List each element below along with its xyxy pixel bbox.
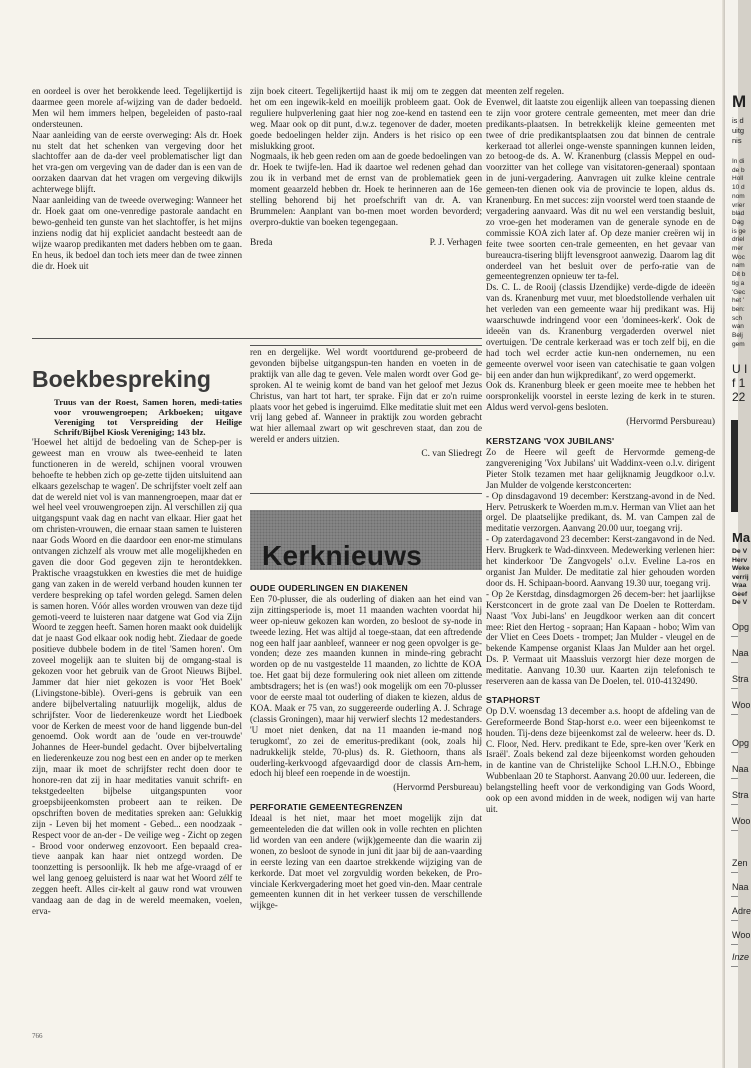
form-field-label: Woo — [732, 700, 751, 710]
form-field-label: Naa — [732, 882, 749, 892]
form-text-fragment: Herv — [732, 556, 748, 564]
form-field-label: Opg — [732, 622, 750, 632]
section-title-kerknieuws: Kerknieuws — [262, 540, 423, 571]
form-field-line — [731, 662, 738, 663]
text-fragment: nom — [732, 192, 745, 200]
form-field-line — [731, 966, 738, 967]
text-fragment: Belj — [732, 332, 743, 339]
text-fragment: nis — [732, 136, 742, 145]
form-field-line — [731, 830, 738, 831]
form-field-line — [731, 688, 738, 689]
price-fragment: f 1 — [732, 376, 746, 390]
list-item: - Op zaterdagavond 23 december: Kerst-zangavond in de Ned. Herv. Brugkerk te Wad-dinxveen. Medewerking verlenen hier: het kinderkoor 'De Zangvogels' o.l.v. Eveline La-ros en organist Jan Mulder. De meditatie zal hier gehouden worden door ds. H. Schipaan-boord. Aanvang 19.30 uur, toegang vrij. — [486, 534, 715, 588]
text-fragment: In di — [732, 158, 745, 165]
paragraph: Evenwel, dit laatste zou eigenlijk alleen van toepassing dienen te zijn voor grotere centrale gemeenten, met meer dan drie predikants-plaatsen. In betrekkelijk kleine gemeenten met twee of drie predikantsplaatsen zou dat binnen de centrale kerkeraad tot allerlei onge-wenste spanningen kunnen leiden, zo betoog-de ds. A. W. Kranenburg (classis Meppel en oud-voorzitter van het college van visitatoren-generaal) spontaan in de juni-vergadering. Aanvragen uit zulke kleine centrale gemeen-ten dienen ook via de provincie te lopen, aldus ds. Kranenburg. En met succes: zijn voorstel werd toen staande de vergadering aanvaard. Was dit nu wel een verstandig besluit, zo vroe-gen het moderamen van de generale synode en de commissie KOA zich later af. Op deze manier creëren wij in feite twee soorten cen-trale gemeenten, en het gevaar van bureaucra-tisering blijft levensgroot aanwezig. Daarom lag dit onderdeel van het besluit over de perfo-ratie van de gemeentegrenzen opnieuw ter ta-fel. — [486, 96, 715, 282]
page-number: 766 — [32, 1032, 43, 1040]
paragraph: Op D.V. woensdag 13 december a.s. hoopt de afdeling van de Gereformeerde Bond Stap-horst e.o. weer een bijeenkomst te houden. Tij-dens deze bijeenkomst zal de weleerw. heer ds. D. C. Floor, Ned. Herv. predikant te Ede, spre-ken over 'Kerk en Israël'. Zoals bekend zal deze bijeenkomst worden gehouden in de kantine van de Christelijke School L.H.N.O., Ebbinge Wubbenlaan 20 te Staphorst. Aanvang 20.00 uur. Iedereen, die belangstelling heeft voor de verkondiging van Gods Woord, ook op een avond midden in de week, nodigen wij van harte uit. — [486, 705, 715, 814]
paragraph: Een 70-plusser, die als ouderling of diaken aan het eind van zijn zittingsperiode is, moet 11 maanden wachten voordat hij weer op-nieuw gekozen kan worden, zo besloot de sy-node in tweede lezing. Het was altijd al toege-staan, dat een aftredende nog een half jaar aanbleef, wanneer er nog geen opvolger is ge-vonden; deze zes maanden kunnen in minde-ring gebracht worden op de nu vastgestelde 11 maanden, zo lichtte de KOA toe. Het gaat bij deze formulering ook niet alleen om zittende ambtsdragers; het is (en was!) ook mogelijk om een 70-plusser voor de eerste maal tot ouderling of diaken te kiezen, aldus de KOA. Maak er 75 van, zo suggereerde ouderling A. J. Schrage (classis Groningen), maar hij verwierf slechts 12 medestanders. 'U moet niet denken, dat na 11 maanden ie-mand nog terugkomt', zo zei de emeritus-predikant (ook, zoals hij nadrukkelijk stelde, 70-plus) ds. R. Giethoorn, thans als ouderling-kerkvoogd afgevaardigd door de classis Arn-hem, edoch hij bleef een roepende in de woestijn. — [250, 593, 482, 779]
paragraph: Zo de Heere wil geeft de Hervormde gemeng-de zangvereniging 'Vox Jubilans' uit Waddinx-veen o.l.v. dirigent Pieter Stolk tezamen met haar gelijknamig Jeugdkoor o.l.v. Jan Mulder de volgende kerstconcerten: — [486, 447, 715, 490]
adjacent-photo — [731, 420, 738, 512]
text-fragment: nam — [732, 262, 745, 270]
adjacent-title-fragment: M — [732, 92, 747, 111]
form-field-line — [731, 804, 738, 805]
text-fragment: Holl — [732, 175, 744, 183]
list-item: - Op dinsdagavond 19 december: Kerstzang-avond in de Ned. Herv. Petruskerk te Woerden m.m.v. Herman van Vliet aan het orgel. De plaatselijke predikant, ds. M. van Campen zal de meditatie verzorgen. Aanvang 20.00 uur, toegang vrij. — [486, 490, 715, 534]
text-fragment: vrier — [732, 201, 745, 209]
form-field-label: Naa — [732, 648, 749, 658]
paragraph: Naar aanleiding van de tweede overweging: Wanneer het dr. Hoek gaat om one-venredige pastorale aandacht en bewo-genheid ten gunste van het slachtoffer, is het mijns inziens nodig dat hij expliciet aandacht besteedt aan de wijze waarop predikanten met daders hebben om te gaan. En heus, ik bedoel dan toch iets meer dan de twee zinnen die dr. Hoek uit — [32, 195, 242, 271]
form-text-fragment: De V — [732, 548, 748, 555]
divider — [32, 338, 482, 339]
form-field-line — [731, 896, 738, 897]
article-heading: PERFORATIE GEMEENTEGRENZEN — [250, 802, 403, 813]
price-fragment: 22 — [732, 390, 746, 404]
text-fragment: is ge — [732, 227, 746, 235]
form-text-fragment: De V — [732, 599, 748, 606]
form-field-line — [731, 944, 738, 945]
form-text-fragment: Geef — [732, 590, 748, 598]
paragraph: Nogmaals, ik heb geen reden om aan de goede bedoelingen van dr. Hoek te twijfe-len. Had ik daartoe wel redenen gehad dan zou ik in verband met de ernst van de problematiek geen moment geaarzeld hebben dr. Hoek te herinneren aan de 16e stelling behorend bij het proefschrift van dr. A. van Brummelen: Aanplant van bo-men moet worden bevorderd; overpro-duktie van boeken tegengegaan. — [250, 151, 482, 227]
paragraph: en oordeel is over het berokkende leed. Tegelijkertijd is daarmee geen morele af-wijzing van de dader bedoeld. Men wil hem immers helpen, begeleiden of pasto-raal ondersteunen. — [32, 86, 242, 129]
form-field-label: Naa — [732, 764, 749, 774]
text-fragment: uitg — [732, 126, 745, 135]
form-field-label: Stra — [732, 674, 749, 684]
form-header: Ma — [732, 530, 751, 545]
form-text-fragment: Vraa — [732, 582, 747, 589]
text-fragment: tig a — [732, 279, 745, 287]
text-fragment: ben: — [732, 305, 745, 313]
signature — [250, 238, 482, 249]
form-field-line — [731, 920, 738, 921]
text-fragment: 10 d — [732, 184, 745, 192]
signature-name: P. J. Verhagen — [429, 237, 482, 248]
text-fragment: Woc — [732, 253, 745, 261]
form-field-line — [731, 636, 738, 637]
paragraph: ren en dergelijke. Wel wordt voortdurend ge-probeerd de gevonden bijbelse uitgangspun-ten handen en voeten in de praktijk van alle dag te geven. Vele malen wordt over God ge-sproken. Al te weinig komt de band van het geloof met Jezus Christus, van hart tot hart, ter sprake. Fijn dat er zo'n ruime plaats voor het gebed is ingeruimd. Elke meditatie sluit met een vrij lang gebed af. Wanneer in praktijk zou worden gebracht wat hier allemaal zwart op wit geschreven staat, dan zou de wereld er anders uitzien. — [250, 347, 482, 445]
section-title-boekbespreking: Boekbespreking — [32, 366, 211, 392]
paragraph: meenten zelf regelen. — [486, 86, 565, 96]
article-heading: STAPHORST — [486, 694, 541, 705]
form-field-label: Stra — [732, 790, 749, 800]
paragraph: zijn boek citeert. Tegelijkertijd haast ik mij om te zeggen dat het om een ingewik-keld en moeilijk probleem gaat. Ook de reguliere hulpverlening gaat hier nog zoe-kend en tastend een weg. Maar ook op dit punt, d.w.z. tegenover de dader, moeten goede bedoelingen helder zijn. Anders is het risico op een mislukking groot. — [250, 86, 482, 151]
left-column-top — [32, 86, 242, 271]
paragraph: Ook ds. Kranenburg bleek er geen moeite mee te hebben het oorspronkelijk voorstel in eerste lezing de kerk in te sturen. Aldus werd vervol-gens besloten. — [486, 380, 715, 413]
page-gutter — [722, 0, 725, 1068]
middle-column-top — [250, 86, 482, 249]
article-signature: (Hervormd Persbureau) — [393, 783, 482, 794]
form-field-label: Inze — [732, 952, 750, 962]
paragraph: Naar aanleiding van de eerste overweging: Als dr. Hoek nu stelt dat het schenken van vergeving door het slachtoffer aan de da-der veel problematischer ligt dan het vra-gen om vergeving van de dader dan is een van de oorzaken daarvan dat het vragen om vergeving dikwijls achterwege blijft. — [32, 129, 242, 195]
text-fragment: gem — [732, 340, 745, 348]
text-fragment: het ' — [732, 297, 745, 305]
form-text-fragment: Weke — [732, 565, 750, 572]
book-reference: Truus van der Roest, Samen horen, medi-taties voor vrouwengroepen; Arkboeken; uitgave Vereniging tot Verspreiding der Heilige Schrift/Bijbel Kiosk Vereniging; 143 blz. — [54, 397, 242, 437]
form-field-line — [731, 778, 738, 779]
form-field-line — [731, 752, 738, 753]
form-field-label: Woo — [732, 816, 751, 826]
review-signature: C. van Sliedregt — [421, 449, 482, 460]
text-fragment: sch — [732, 314, 743, 322]
text-fragment: driel — [732, 236, 745, 244]
text-fragment: 'Gec — [732, 288, 746, 296]
signature-place: Breda — [250, 237, 273, 248]
divider — [250, 493, 482, 494]
paragraph: Ds. C. L. de Rooij (classis IJzendijke) verde-digde de ideeën van ds. Kranenburg met vuur, met bloedstollende verhalen uit het verleden van een gemeente waar hij predikant was. Hij waarschuwde indringend voor een 'dominees-kerk'. Ook de ideeën van ds. Kranenburg vergaderden overwel niet overtuigen. 'De centrale kerkeraad was er toch zelf bij, en die had toch wel ecrder actie kun-nen ondernemen, nu een gemeente overwel voor iseen van catechisatie te gaan volgen bij een ander dan hun wijkpredikant', zo werd opgemerkt. — [486, 282, 715, 380]
boekbespreking-body — [32, 397, 242, 917]
boekbespreking-continuation — [250, 347, 482, 460]
article-heading: OUDE OUDERLINGEN EN DIAKENEN — [250, 583, 408, 593]
paragraph: 'Hoewel het altijd de bedoeling van de Schep-per is geweest man en vrouw als twee-eenheid te laten functioneren in de wereld, schijnen vooral vrouwen behoefte te hebben zich op ge-zette tijden uitsluitend aan elkaars gezelschap te wagen'. De schrijfster voelt zelf aan dat de wereld niet vol is van mannengroepen, maar dat er wel heel veel vrouwengroepen zijn. Al verschillen zij qua uitgangspunt vaak dag en nacht van elkaar. Hier gaat het om christen-vrouwen, die ernaar staan samen te luisteren naar Gods Woord en die daardoor een enor-me stimulans ontvangen zichzelf als vrouw met alle mogelijkheden en gaven die door God gegeven zijn te herontdekken. Praktische vraagstukken en kwesties die met de huidige gang van zaken in de wereld verband houden kunnen ter verdere bespreking op tafel worden gelegd. Samen delen is samen horen. Vóór alles worden vrouwen van deze tijd gemoti-veerd te luisteren naar datgene wat God via Zijn Woord te zeggen heeft. Samen horen maakt ook duidelijk dat je naast God elkaar ook nodig hebt. Ziedaar de goede positieve dubbele bodem in de titel 'Samen horen'. Om zoveel mogelijk aan te sluiten bij de omgang-staal is gekozen voor het gebruik van de Groot Nieuws Bijbel. Jammer dat hier niet gekozen is voor 'Het Boek' (Livingstone-bible). Overi-gens is gebruik van een andere bijbelvertaling natuurlijk mogelijk, aldus de schrijfster. Voor de liederenkeuze wordt het Liedboek voor de Kerken de meest voor de hand liggende bun-del genoemd. Ook wordt aan de 'oude en ver-trouwde' Johannes de Heer-bundel gedacht. Over bijbelvertaling en liederenkeuze zou nog best een en ander op te merken zijn, maar ik moet de schrijfster recht doen door te honore-ren dat zij in haar meditaties vanuit schrift- en tekstgedeelten bijbelse uitgangspunten voor groepsbijeenkomsten probeert aan te reiken. De opschriften boven de meditaties spreken aan: Gelukkig zijn - Leven bij het moment - Gebed... een noodzaak - Respect voor de an-der - De veilige weg - Zicht op zegen - Brood voor onderweg enzovoort. Een bepaald crea-tieve aanpak kan haar niet ontzegd worden. De toonzetting is persoonlijk. Ik heb me afge-vraagd of er wel lang genoeg geluisterd is naar wat het Woord zélf te zeggen heeft. Alles cir-kelt al gauw rond wat vrouwen vandaag aan de dag in de wereld meemaken, voelen, erva- — [32, 437, 242, 916]
text-fragment: blad — [732, 210, 745, 218]
text-fragment: Dit b — [732, 271, 746, 279]
kerknieuws-body — [250, 583, 482, 911]
form-field-label: Zen — [732, 858, 748, 868]
form-field-line — [731, 872, 738, 873]
form-field-line — [731, 714, 738, 715]
form-field-label: Woo — [732, 930, 751, 940]
text-fragment: de b — [732, 166, 745, 174]
divider — [250, 345, 482, 346]
form-text-fragment: verrij — [732, 573, 749, 581]
form-field-label: Opg — [732, 738, 750, 748]
text-fragment: mer — [732, 245, 744, 252]
text-fragment: Dag — [732, 218, 744, 226]
article-signature: (Hervormd Persbureau) — [626, 417, 715, 428]
form-field-label: Adre — [732, 906, 751, 916]
text-fragment: wan — [732, 323, 744, 331]
article-heading: KERSTZANG 'VOX JUBILANS' — [486, 436, 615, 447]
list-item: - Op 2e Kerstdag, dinsdagmorgen 26 decem-ber: het jaarlijkse Kerstconcert in de grote zaal van De Doelen te Rotterdam. Naast 'Vox Jubi-lans' en Jeugdkoor werken aan dit concert mee: Riet den Hertog - sopraan; Han Kapaan - hobo; Wim van der Vliet en Cees Doets - trompet; Jan Mulder - vleugel en de bekende Kampense organist Klaas Jan Mulder aan het orgel. Ds. P. Vermaat uit Maassluis verzorgt hier deze morgen de meditatie. Aanvang 10.30 uur. Kaarten zijn telefonisch te reserveren aan de kassa van De Doelen, tel. 010-4132490. — [486, 588, 715, 687]
paragraph: Ideaal is het niet, maar het moet mogelijk zijn dat gemeenteleden die dat willen ook in volle rechten en plichten lid worden van een andere (wijk)gemeente dan die waarin zij wonen, zo besloot de synode in juni dit jaar bij de aan-vaarding in eerste lezing van een daartoe strekkende wijziging van de kerkorde. Dat moet vel zorgvuldig worden bekeken, de Pro-vinciale Kerkvergadering moet het goed vin-den. Maar centrale gemeenten kunnen dit in het verkeer tussen de verschillende wijkge- — [250, 813, 482, 911]
right-column — [486, 86, 715, 815]
price-fragment: U I — [732, 362, 748, 376]
text-fragment: is d — [732, 116, 744, 125]
